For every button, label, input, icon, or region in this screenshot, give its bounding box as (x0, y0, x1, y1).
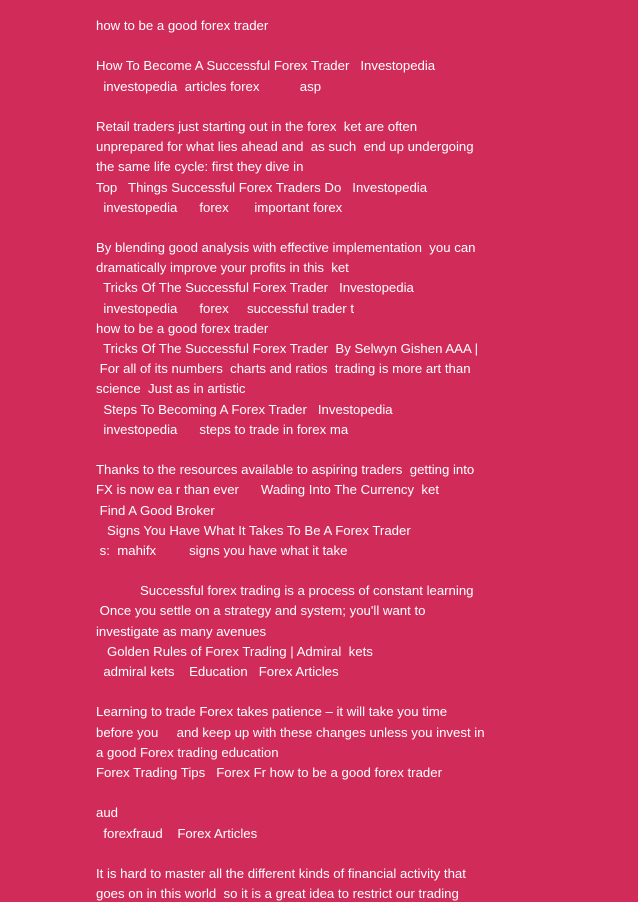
text-line (96, 844, 542, 864)
text-line: before you and keep up with these changes unless you invest in (96, 724, 485, 740)
text-line: Steps To Becoming A Forex Trader Investopedia (96, 401, 393, 417)
text-line: By blending good analysis with effective implementation you can (96, 240, 476, 256)
text-line: Tricks Of The Successful Forex Trader By Selwyn Gishen AAA | (96, 341, 479, 356)
document-body (96, 16, 542, 904)
text-line: Thanks to the resources available to aspiring traders getting into (96, 462, 475, 478)
text-line: Successful forex trading is a process of constant learning (96, 583, 474, 599)
text-line: a good Forex trading education (96, 744, 279, 760)
text-line: dramatically improve your profits in this ket (96, 260, 349, 276)
text-line (96, 440, 542, 460)
text-line: For all of its numbers charts and ratios trading is more art than (96, 361, 471, 377)
text-line: how to be a good forex trader (96, 18, 269, 33)
text-line: goes on in this world so it is a great idea to restrict our trading (96, 886, 459, 902)
text-line: Find A Good Broker (96, 502, 215, 518)
text-line: Retail traders just starting out in the forex ket are often (96, 118, 418, 134)
text-line: It is hard to master all the different kinds of financial activity that (96, 865, 466, 881)
text-line: investopedia forex important forex (96, 199, 343, 215)
text-line (96, 36, 542, 56)
text-line: how to be a good forex trader (96, 320, 269, 336)
text-line: How To Become A Successful Forex Trader Investopedia (96, 58, 436, 74)
text-line: science Just as in artistic (96, 381, 246, 397)
text-line (96, 561, 542, 581)
text-line: Forex Trading Tips Forex Fr how to be a good forex trader (96, 764, 442, 780)
text-line: investigate as many avenues (96, 623, 267, 639)
text-line: Top Things Successful Forex Traders Do Investopedia (96, 179, 428, 195)
text-line: Once you settle on a strategy and system; you'll want to (96, 603, 426, 619)
text-line: Signs You Have What It Takes To Be A Forex Trader (96, 522, 411, 538)
text-line: aud (96, 805, 119, 821)
text-line (96, 218, 542, 238)
text-line (96, 682, 542, 702)
text-line: investopedia forex successful trader t (96, 300, 355, 316)
text-line: unprepared for what lies ahead and as such end up undergoing (96, 139, 474, 155)
text-line: forexfraud Forex Articles (96, 825, 258, 841)
text-line: Learning to trade Forex takes patience – it will take you time (96, 704, 448, 720)
text-line: Tricks Of The Successful Forex Trader Investopedia (96, 280, 414, 296)
text-line: investopedia steps to trade in forex ma (96, 421, 349, 437)
text-line (96, 783, 542, 803)
text-line: Golden Rules of Forex Trading | Admiral kets (96, 643, 373, 659)
text-line: admiral kets Education Forex Articles (96, 664, 339, 679)
text-line (96, 97, 542, 117)
text-line: FX is now ea r than ever Wading Into The Currency ket (96, 482, 440, 498)
text-line: s: mahifx signs you have what it take (96, 542, 348, 558)
text-line: investopedia articles forex asp (96, 78, 322, 94)
text-line: the same life cycle: first they dive in (96, 159, 304, 175)
